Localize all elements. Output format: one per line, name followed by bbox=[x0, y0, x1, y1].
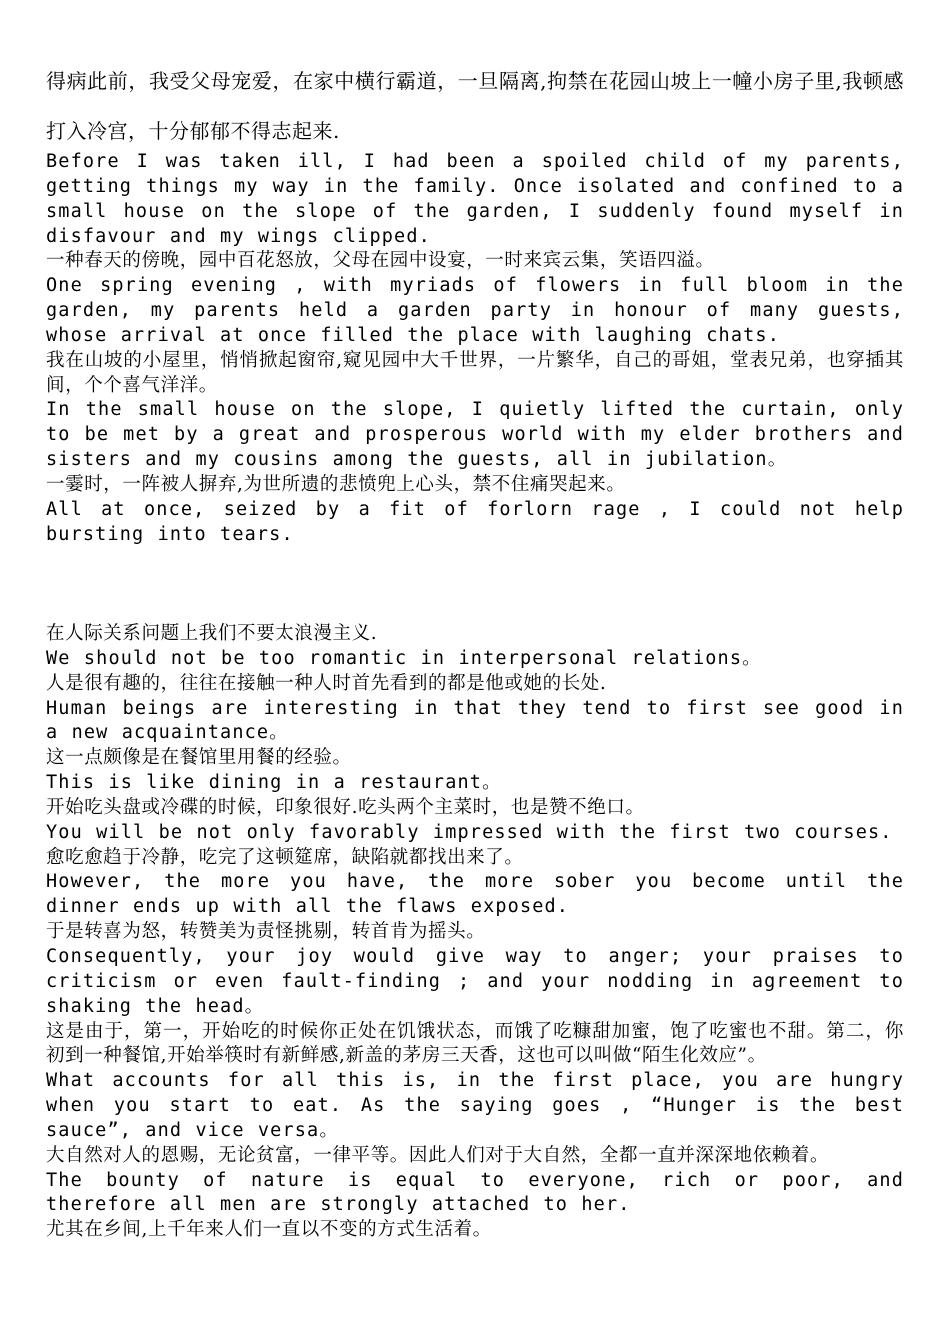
section-spoiled-child bbox=[46, 150, 904, 548]
paragraph-zh: 愈吃愈趋于冷静，吃完了这顿筵席，缺陷就都找出来了。 bbox=[46, 846, 524, 868]
paragraph-zh: 这是由于，第一，开始吃的时候你正处在饥饿状态，而饿了吃糠甜加蜜，饱了吃蜜也不甜。第二，你初到一种餐馆,开始举筷时有新鲜感,新盖的茅房三天香，这也可以叫做“陌生化效应”。 bbox=[46, 1020, 904, 1067]
paragraph-en: This is like dining in a restaurant。 bbox=[46, 772, 502, 794]
paragraph-en: In the small house on the slope, I quietly lifted the curtain, only to be met by a great and prosperous world with my elder brothers and sisters and my cousins among the guests, all in jubilation。 bbox=[46, 399, 904, 471]
paragraph-en: The bounty of nature is equal to everyone, rich or poor, and therefore all men are strongly attached to her. bbox=[46, 1169, 904, 1216]
paragraph-zh: 我在山坡的小屋里，悄悄掀起窗帘,窥见园中大千世界，一片繁华，自己的哥姐，堂表兄弟，也穿插其间，个个喜气洋洋。 bbox=[46, 349, 904, 396]
paragraph-zh: 尤其在乡间,上千年来人们一直以不变的方式生活着。 bbox=[46, 1219, 492, 1241]
paragraph-zh: 一霎时，一阵被人摒弃,为世所遗的悲愤兜上心头，禁不住痛哭起来。 bbox=[46, 473, 626, 495]
paragraph-en: However, the more you have, the more sober you become until the dinner ends up with all the flaws exposed. bbox=[46, 871, 904, 918]
paragraph-en: You will be not only favorably impressed with the first two courses. bbox=[46, 821, 893, 843]
paragraph-zh: 开始吃头盘或冷碟的时候，印象很好.吃头两个主菜时，也是赞不绝口。 bbox=[46, 796, 645, 818]
paragraph-en: What accounts for all this is, in the first place, you are hungry when you start to eat. As the saying goes , “Hunger is the best sauce”, and vice versa。 bbox=[46, 1070, 904, 1141]
paragraph-en: All at once, seized by a fit of forlorn rage , I could not help bursting into tears. bbox=[46, 498, 904, 545]
document-page bbox=[46, 0, 904, 1344]
paragraph-zh: 一种春天的傍晚，园中百花怒放，父母在园中设宴，一时来宾云集，笑语四溢。 bbox=[46, 250, 715, 272]
paragraph-zh: 大自然对人的恩赐，无论贫富，一律平等。因此人们对于大自然，全都一直并深深地依赖着。 bbox=[46, 1144, 830, 1166]
section-interpersonal-relations bbox=[46, 622, 904, 1243]
intro-paragraph: 得病此前，我受父母宠爱，在家中横行霸道，一旦隔离,拘禁在花园山坡上一幢小房子里,我顿感打入冷宫，十分郁郁不得志起来. bbox=[46, 69, 904, 143]
paragraph-en: Human beings are interesting in that they tend to first see good in a new acquaintance。 bbox=[46, 697, 904, 744]
paragraph-zh: 于是转喜为怒，转赞美为责怪挑剔，转首肯为摇头。 bbox=[46, 921, 486, 943]
paragraph-zh: 这一点颇像是在餐馆里用餐的经验。 bbox=[46, 747, 352, 769]
paragraph-en: One spring evening , with myriads of flowers in full bloom in the garden, my parents held a garden party in honour of many guests, whose arrival at once filled the place with laughing chats. bbox=[46, 275, 904, 346]
paragraph-en: Consequently, your joy would give way to anger; your praises to criticism or even fault-finding ; and your nodding in agreement to shaking the head。 bbox=[46, 945, 904, 1017]
paragraph-zh: 人是很有趣的，往往在接触一种人时首先看到的都是他或她的长处. bbox=[46, 672, 607, 694]
paragraph-en: We should not be too romantic in interpersonal relations。 bbox=[46, 647, 762, 669]
paragraph-zh: 在人际关系问题上我们不要太浪漫主义. bbox=[46, 623, 378, 644]
paragraph-en: Before I was taken ill, I had been a spoiled child of my parents, getting things my way in the family. Once isolated and confined to a small house on the slope of the garden, I suddenly found myself in disfavour and my wings clipped. bbox=[46, 151, 904, 247]
